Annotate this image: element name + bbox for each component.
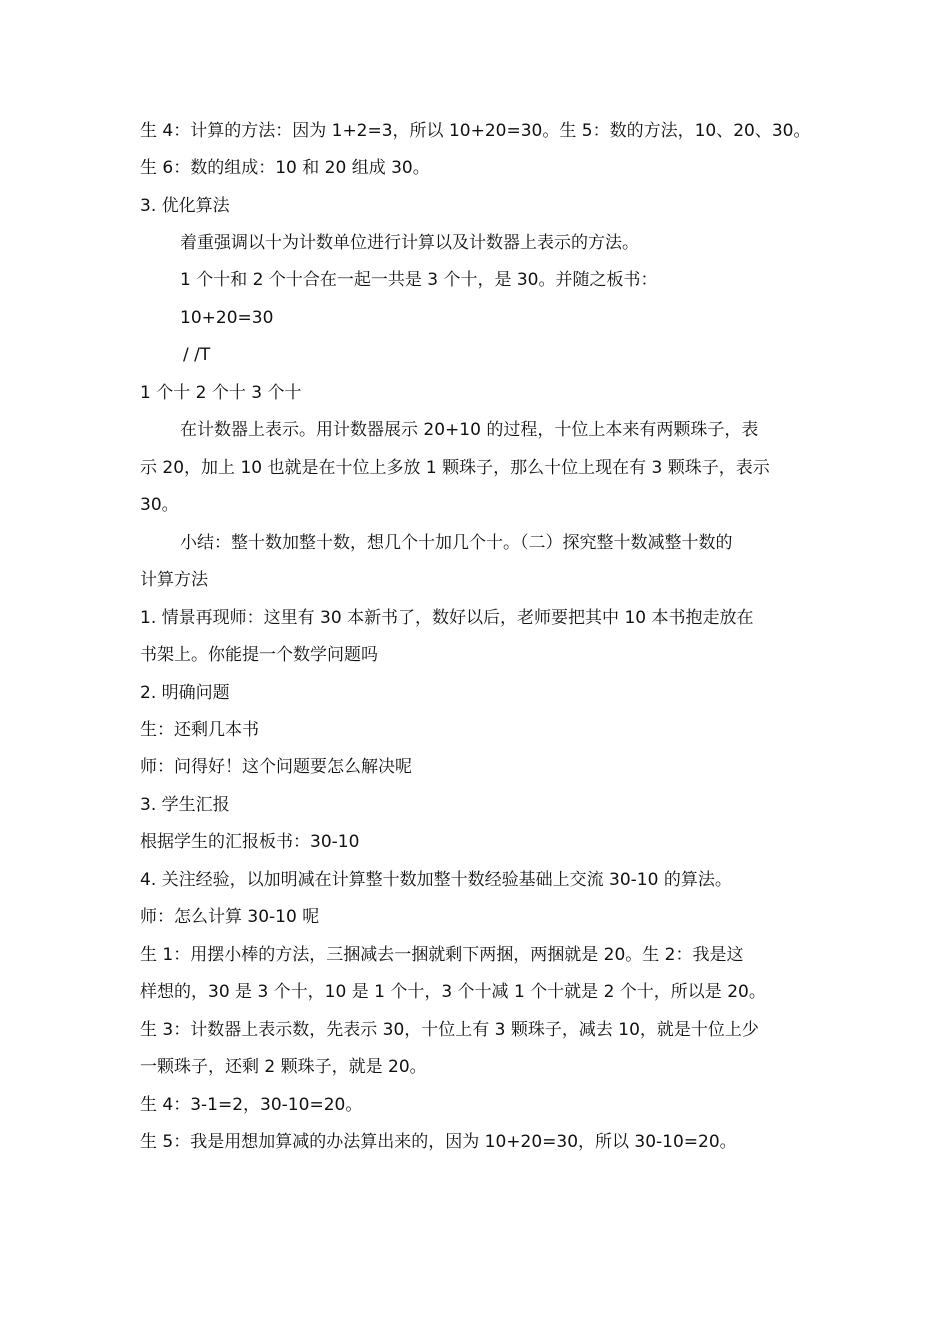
line-8: 1 个十 2 个十 3 个十 (140, 383, 302, 403)
line-21: 4. 关注经验，以加明减在计算整十数加整十数经验基础上交流 30-10 的算法。 (140, 870, 732, 890)
line-11: 30。 (140, 495, 179, 515)
line-26: 一颗珠子，还剩 2 颗珠子，就是 20。 (140, 1057, 427, 1077)
summary-line: 小结：整十数加整十数，想几个十加几个十。（二）探究整十数减整十数的 (180, 533, 733, 553)
line-16: 2. 明确问题 (140, 683, 230, 703)
line-27: 生 4：3-1=2，30-10=20。 (140, 1095, 363, 1115)
section-3-heading: 3. 优化算法 (140, 196, 230, 216)
line-1: 生 4：计算的方法：因为 1+2=3，所以 10+20=30。生 5：数的方法，10、20、30。 (140, 121, 811, 141)
line-13: 计算方法 (140, 570, 208, 590)
line-20: 根据学生的汇报板书：30-10 (140, 832, 360, 852)
line-18: 师：问得好！这个问题要怎么解决呢 (140, 757, 412, 777)
line-17: 生：还剩几本书 (140, 720, 259, 740)
line-23: 生 1：用摆小棒的方法，三捆减去一捆就剩下两捆，两捆就是 20。生 2：我是这 (140, 945, 744, 965)
line-15: 书架上。你能提一个数学问题吗 (140, 645, 378, 665)
line-14: 1. 情景再现师：这里有 30 本新书了，数好以后，老师要把其中 10 本书抱走放在 (140, 608, 754, 628)
board-diagram-marks: / /T (183, 345, 211, 365)
equation-line: 10+20=30 (180, 308, 274, 328)
line-9: 在计数器上表示。用计数器展示 20+10 的过程，十位上本来有两颗珠子，表 (180, 420, 759, 440)
line-24: 样想的，30 是 3 个十，10 是 1 个十，3 个十减 1 个十就是 2 个十，所以是 20。 (140, 982, 766, 1002)
line-19: 3. 学生汇报 (140, 795, 230, 815)
line-5: 1 个十和 2 个十合在一起一共是 3 个十，是 30。并随之板书： (180, 270, 658, 290)
line-28: 生 5：我是用想加算减的办法算出来的，因为 10+20=30，所以 30-10=20。 (140, 1132, 737, 1152)
line-25: 生 3：计数器上表示数，先表示 30，十位上有 3 颗珠子，减去 10，就是十位上少 (140, 1020, 759, 1040)
line-4: 着重强调以十为计数单位进行计算以及计数器上表示的方法。 (180, 233, 639, 253)
line-10: 示 20，加上 10 也就是在十位上多放 1 颗珠子，那么十位上现在有 3 颗珠子，表示 (140, 458, 770, 478)
line-2: 生 6：数的组成：10 和 20 组成 30。 (140, 158, 430, 178)
line-22: 师：怎么计算 30-10 呢 (140, 907, 320, 927)
